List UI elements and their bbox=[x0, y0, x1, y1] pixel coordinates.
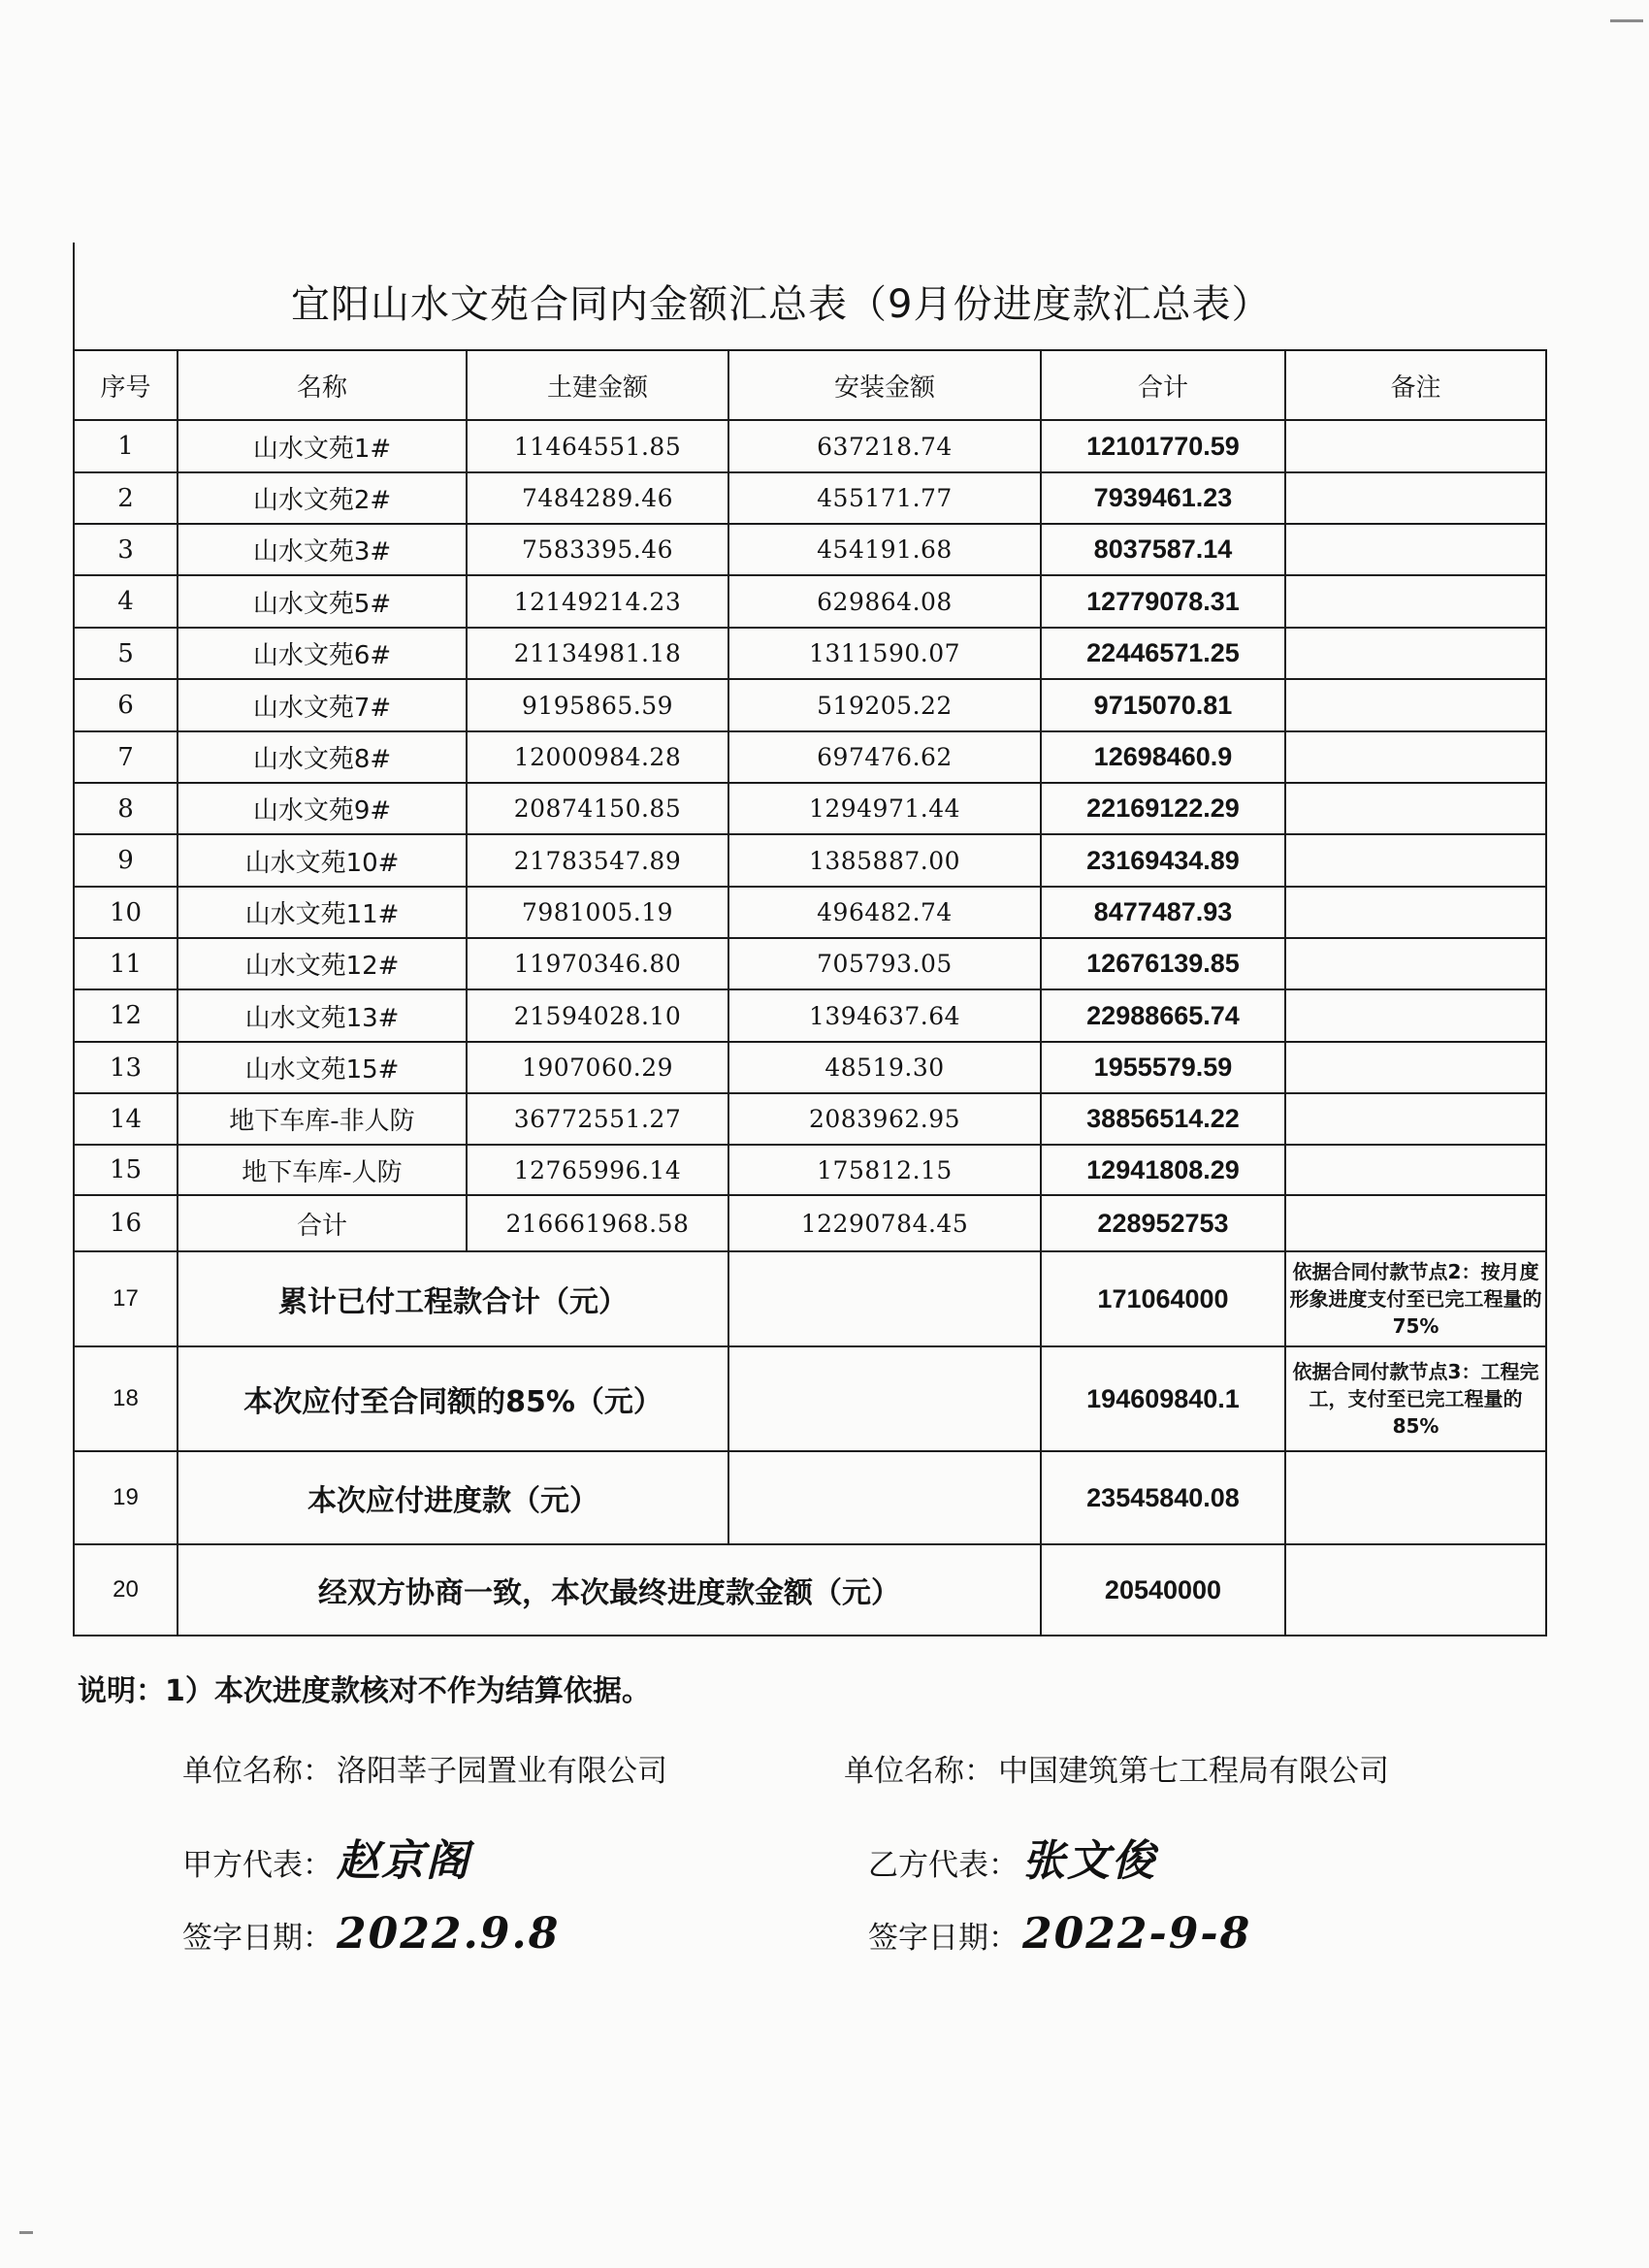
row-total-amount: 228952753 bbox=[1041, 1195, 1285, 1251]
summary-total: 194609840.1 bbox=[1041, 1346, 1285, 1451]
row-civil-amount: 21134981.18 bbox=[467, 628, 728, 679]
row-note bbox=[1285, 575, 1546, 628]
table-row bbox=[74, 1145, 1546, 1195]
party-b-date-label: 签字日期： bbox=[868, 1921, 1018, 1956]
table-row bbox=[74, 420, 1546, 472]
row-note bbox=[1285, 628, 1546, 679]
row-index: 16 bbox=[74, 1195, 178, 1251]
party-b-unit bbox=[844, 1746, 1389, 1790]
row-note bbox=[1285, 783, 1546, 834]
summary-total: 171064000 bbox=[1041, 1251, 1285, 1346]
row-index: 1 bbox=[74, 420, 178, 472]
row-install-amount: 1311590.07 bbox=[728, 628, 1041, 679]
table-row bbox=[74, 1093, 1546, 1145]
summary-note bbox=[1285, 1451, 1546, 1544]
row-name: 山水文苑3# bbox=[178, 524, 467, 575]
row-name: 山水文苑11# bbox=[178, 887, 467, 938]
row-name: 山水文苑8# bbox=[178, 731, 467, 783]
row-index: 13 bbox=[74, 1042, 178, 1093]
margin-line bbox=[73, 243, 75, 349]
header-install: 安装金额 bbox=[728, 350, 1041, 420]
row-name: 山水文苑12# bbox=[178, 938, 467, 989]
row-total-amount: 8477487.93 bbox=[1041, 887, 1285, 938]
row-total-amount: 38856514.22 bbox=[1041, 1093, 1285, 1145]
row-install-amount: 519205.22 bbox=[728, 679, 1041, 731]
table-row bbox=[74, 783, 1546, 834]
header-index: 序号 bbox=[74, 350, 178, 420]
row-index: 8 bbox=[74, 783, 178, 834]
row-name: 山水文苑7# bbox=[178, 679, 467, 731]
row-note bbox=[1285, 679, 1546, 731]
row-civil-amount: 12000984.28 bbox=[467, 731, 728, 783]
header-civil: 土建金额 bbox=[467, 350, 728, 420]
row-index: 11 bbox=[74, 938, 178, 989]
row-note bbox=[1285, 1195, 1546, 1251]
table-row bbox=[74, 1042, 1546, 1093]
row-install-amount: 496482.74 bbox=[728, 887, 1041, 938]
row-total-amount: 12941808.29 bbox=[1041, 1145, 1285, 1195]
row-install-amount: 2083962.95 bbox=[728, 1093, 1041, 1145]
row-note bbox=[1285, 887, 1546, 938]
row-total-amount: 12779078.31 bbox=[1041, 575, 1285, 628]
table-row bbox=[74, 834, 1546, 887]
party-b-unit-label: 单位名称： bbox=[844, 1754, 994, 1789]
party-b-date bbox=[868, 1909, 1251, 1959]
row-total-amount: 8037587.14 bbox=[1041, 524, 1285, 575]
row-civil-amount: 7583395.46 bbox=[467, 524, 728, 575]
row-civil-amount: 36772551.27 bbox=[467, 1093, 728, 1145]
summary-label: 本次应付至合同额的85%（元） bbox=[178, 1346, 728, 1451]
party-a-signature: 赵京阁 bbox=[337, 1836, 470, 1886]
row-note bbox=[1285, 1093, 1546, 1145]
row-total-amount: 1955579.59 bbox=[1041, 1042, 1285, 1093]
row-install-amount: 1394637.64 bbox=[728, 989, 1041, 1042]
row-total-amount: 23169434.89 bbox=[1041, 834, 1285, 887]
row-civil-amount: 7484289.46 bbox=[467, 472, 728, 524]
party-b-rep-label: 乙方代表： bbox=[868, 1848, 1018, 1883]
row-install-amount: 629864.08 bbox=[728, 575, 1041, 628]
table-row bbox=[74, 628, 1546, 679]
remark-text: 说明：1）本次进度款核对不作为结算依据。 bbox=[78, 1674, 651, 1708]
row-index: 2 bbox=[74, 472, 178, 524]
party-a-rep bbox=[182, 1826, 470, 1888]
party-b-signature: 张文俊 bbox=[1022, 1836, 1156, 1886]
row-civil-amount: 20874150.85 bbox=[467, 783, 728, 834]
table-row bbox=[74, 989, 1546, 1042]
row-civil-amount: 216661968.58 bbox=[467, 1195, 728, 1251]
row-civil-amount: 11464551.85 bbox=[467, 420, 728, 472]
row-civil-amount: 12149214.23 bbox=[467, 575, 728, 628]
row-total-amount: 12676139.85 bbox=[1041, 938, 1285, 989]
row-index: 3 bbox=[74, 524, 178, 575]
summary-row bbox=[74, 1544, 1546, 1636]
party-b-date-value: 2022-9-8 bbox=[1022, 1909, 1252, 1959]
row-civil-amount: 7981005.19 bbox=[467, 887, 728, 938]
row-civil-amount: 21594028.10 bbox=[467, 989, 728, 1042]
row-note bbox=[1285, 938, 1546, 989]
party-a-rep-label: 甲方代表： bbox=[182, 1848, 333, 1883]
header-name: 名称 bbox=[178, 350, 467, 420]
party-a-date bbox=[182, 1909, 560, 1959]
row-total-amount: 9715070.81 bbox=[1041, 679, 1285, 731]
table-row bbox=[74, 472, 1546, 524]
summary-index: 19 bbox=[74, 1451, 178, 1544]
scan-mark bbox=[19, 2231, 33, 2234]
row-note bbox=[1285, 472, 1546, 524]
row-install-amount: 1294971.44 bbox=[728, 783, 1041, 834]
summary-note: 依据合同付款节点3：工程完工，支付至已完工程量的85% bbox=[1285, 1346, 1546, 1451]
row-name: 山水文苑10# bbox=[178, 834, 467, 887]
row-civil-amount: 21783547.89 bbox=[467, 834, 728, 887]
party-a-unit-name: 洛阳莘子园置业有限公司 bbox=[337, 1754, 667, 1789]
row-index: 12 bbox=[74, 989, 178, 1042]
party-a-unit bbox=[182, 1746, 667, 1790]
row-index: 7 bbox=[74, 731, 178, 783]
row-note bbox=[1285, 1042, 1546, 1093]
party-a-unit-label: 单位名称： bbox=[182, 1754, 333, 1789]
table-row bbox=[74, 731, 1546, 783]
party-a-date-value: 2022.9.8 bbox=[337, 1909, 561, 1959]
row-index: 5 bbox=[74, 628, 178, 679]
row-index: 4 bbox=[74, 575, 178, 628]
row-name: 山水文苑2# bbox=[178, 472, 467, 524]
row-civil-amount: 11970346.80 bbox=[467, 938, 728, 989]
summary-label: 累计已付工程款合计（元） bbox=[178, 1251, 728, 1346]
summary-row bbox=[74, 1251, 1546, 1346]
row-civil-amount: 12765996.14 bbox=[467, 1145, 728, 1195]
party-b-rep bbox=[868, 1826, 1156, 1888]
row-total-amount: 22446571.25 bbox=[1041, 628, 1285, 679]
row-name: 山水文苑5# bbox=[178, 575, 467, 628]
row-civil-amount: 9195865.59 bbox=[467, 679, 728, 731]
row-name: 山水文苑6# bbox=[178, 628, 467, 679]
summary-total: 23545840.08 bbox=[1041, 1451, 1285, 1544]
row-name: 山水文苑9# bbox=[178, 783, 467, 834]
table-row bbox=[74, 575, 1546, 628]
row-install-amount: 705793.05 bbox=[728, 938, 1041, 989]
row-install-amount: 12290784.45 bbox=[728, 1195, 1041, 1251]
summary-row bbox=[74, 1451, 1546, 1544]
party-b-unit-name: 中国建筑第七工程局有限公司 bbox=[998, 1754, 1389, 1789]
summary-blank bbox=[728, 1451, 1041, 1544]
row-note bbox=[1285, 989, 1546, 1042]
row-civil-amount: 1907060.29 bbox=[467, 1042, 728, 1093]
summary-blank bbox=[728, 1346, 1041, 1451]
table-row bbox=[74, 1195, 1546, 1251]
row-total-amount: 7939461.23 bbox=[1041, 472, 1285, 524]
row-install-amount: 455171.77 bbox=[728, 472, 1041, 524]
row-total-amount: 22988665.74 bbox=[1041, 989, 1285, 1042]
row-install-amount: 697476.62 bbox=[728, 731, 1041, 783]
row-name: 山水文苑15# bbox=[178, 1042, 467, 1093]
row-note bbox=[1285, 524, 1546, 575]
row-name: 地下车库-非人防 bbox=[178, 1093, 467, 1145]
row-total-amount: 12698460.9 bbox=[1041, 731, 1285, 783]
row-note bbox=[1285, 731, 1546, 783]
row-index: 6 bbox=[74, 679, 178, 731]
row-note bbox=[1285, 420, 1546, 472]
summary-note: 依据合同付款节点2：按月度形象进度支付至已完工程量的75% bbox=[1285, 1251, 1546, 1346]
row-install-amount: 454191.68 bbox=[728, 524, 1041, 575]
summary-index: 17 bbox=[74, 1251, 178, 1346]
row-index: 15 bbox=[74, 1145, 178, 1195]
table-row bbox=[74, 938, 1546, 989]
row-total-amount: 12101770.59 bbox=[1041, 420, 1285, 472]
row-total-amount: 22169122.29 bbox=[1041, 783, 1285, 834]
row-name: 合计 bbox=[178, 1195, 467, 1251]
summary-row bbox=[74, 1346, 1546, 1451]
header-note: 备注 bbox=[1285, 350, 1546, 420]
party-a-date-label: 签字日期： bbox=[182, 1921, 333, 1956]
summary-index: 18 bbox=[74, 1346, 178, 1451]
table-row bbox=[74, 679, 1546, 731]
row-index: 10 bbox=[74, 887, 178, 938]
row-name: 山水文苑1# bbox=[178, 420, 467, 472]
row-name: 地下车库-人防 bbox=[178, 1145, 467, 1195]
summary-table bbox=[73, 349, 1547, 1636]
summary-label: 经双方协商一致，本次最终进度款金额（元） bbox=[178, 1544, 1041, 1636]
summary-note bbox=[1285, 1544, 1546, 1636]
document-title: 宜阳山水文苑合同内金额汇总表（9月份进度款汇总表） bbox=[291, 282, 1272, 327]
row-note bbox=[1285, 834, 1546, 887]
scan-mark bbox=[1610, 19, 1643, 22]
row-note bbox=[1285, 1145, 1546, 1195]
row-install-amount: 637218.74 bbox=[728, 420, 1041, 472]
row-name: 山水文苑13# bbox=[178, 989, 467, 1042]
row-install-amount: 48519.30 bbox=[728, 1042, 1041, 1093]
table-row bbox=[74, 524, 1546, 575]
summary-label: 本次应付进度款（元） bbox=[178, 1451, 728, 1544]
table-row bbox=[74, 887, 1546, 938]
row-install-amount: 175812.15 bbox=[728, 1145, 1041, 1195]
row-install-amount: 1385887.00 bbox=[728, 834, 1041, 887]
summary-index: 20 bbox=[74, 1544, 178, 1636]
table-header-row bbox=[74, 350, 1546, 420]
summary-blank bbox=[728, 1251, 1041, 1346]
summary-total: 20540000 bbox=[1041, 1544, 1285, 1636]
row-index: 9 bbox=[74, 834, 178, 887]
header-total: 合计 bbox=[1041, 350, 1285, 420]
row-index: 14 bbox=[74, 1093, 178, 1145]
